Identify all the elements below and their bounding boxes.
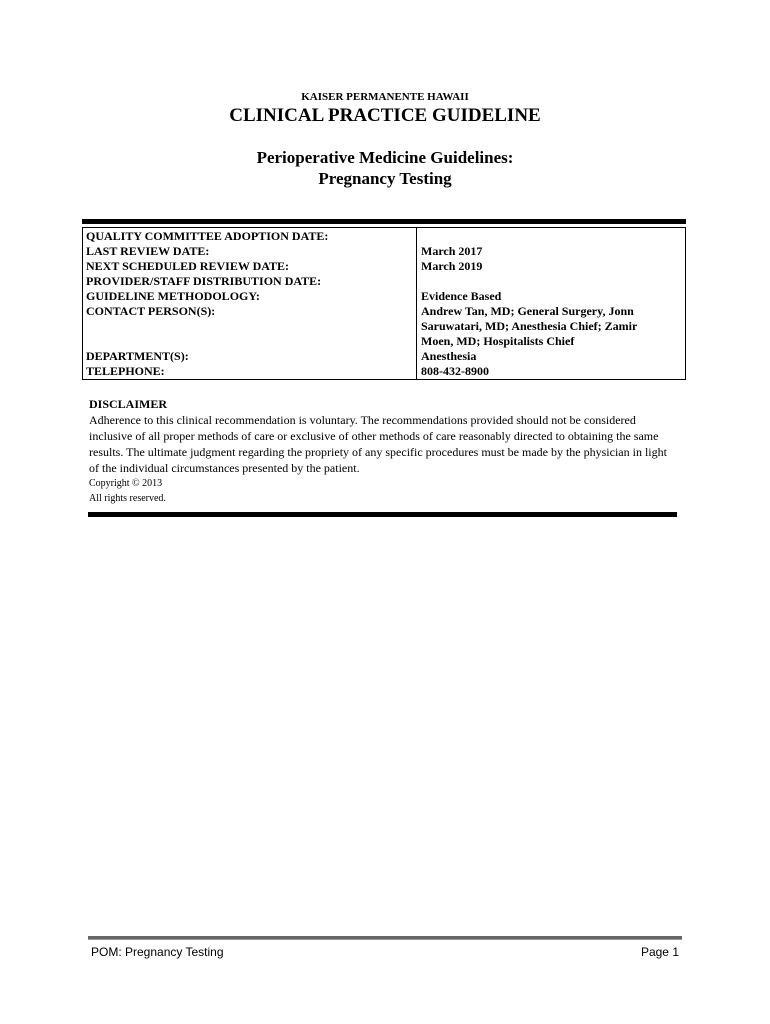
info-value [417,304,686,349]
contact-line: Moen, MD; Hospitalists Chief [421,334,575,348]
table-row [83,289,686,304]
info-label: TELEPHONE: [83,364,417,380]
table-row [83,274,686,289]
info-value: Anesthesia [417,349,686,364]
footer-document-name: POM: Pregnancy Testing [91,945,224,959]
guideline-info-table [82,227,686,380]
info-value [417,228,686,245]
disclaimer-section [89,397,679,506]
info-label: GUIDELINE METHODOLOGY: [83,289,417,304]
info-label: CONTACT PERSON(S): [83,304,417,349]
copyright-notice: Copyright © 2013 [89,478,163,489]
top-divider [82,219,686,224]
table-row [83,304,686,349]
disclaimer-heading: DISCLAIMER [89,397,168,411]
disclaimer-body: Adherence to this clinical recommendation is voluntary. The recommendations provided should not be considered inclusive of all proper methods of care or exclusive of other methods of care reasonably directed to obtaining the same results. The ultimate judgment regarding the propriety of any specific procedures must be made by the physician in light of the individual circumstances presented by the patient. [89,413,667,475]
info-value: March 2019 [417,259,686,274]
rights-notice: All rights reserved. [89,493,166,504]
table-row [83,244,686,259]
info-label: PROVIDER/STAFF DISTRIBUTION DATE: [83,274,417,289]
table-row [83,259,686,274]
info-label: NEXT SCHEDULED REVIEW DATE: [83,259,417,274]
guideline-title-line-1: Perioperative Medicine Guidelines: [256,148,514,167]
footer-divider [88,936,682,940]
organization-name: KAISER PERMANENTE HAWAII [301,91,469,103]
info-value: 808-432-8900 [417,364,686,380]
document-type-title: CLINICAL PRACTICE GUIDELINE [229,105,541,126]
info-value [417,274,686,289]
guideline-title [0,147,770,189]
table-row [83,228,686,245]
contact-line: Saruwatari, MD; Anesthesia Chief; Zamir [421,319,638,333]
info-label: DEPARTMENT(S): [83,349,417,364]
info-label: LAST REVIEW DATE: [83,244,417,259]
bottom-divider [88,512,677,517]
table-row [83,349,686,364]
info-value: March 2017 [417,244,686,259]
page-number: Page 1 [640,945,679,959]
contact-line: Andrew Tan, MD; General Surgery, Jonn [421,304,634,318]
table-row [83,364,686,380]
info-label: QUALITY COMMITTEE ADOPTION DATE: [83,228,417,245]
guideline-title-line-2: Pregnancy Testing [318,169,452,188]
info-value: Evidence Based [417,289,686,304]
